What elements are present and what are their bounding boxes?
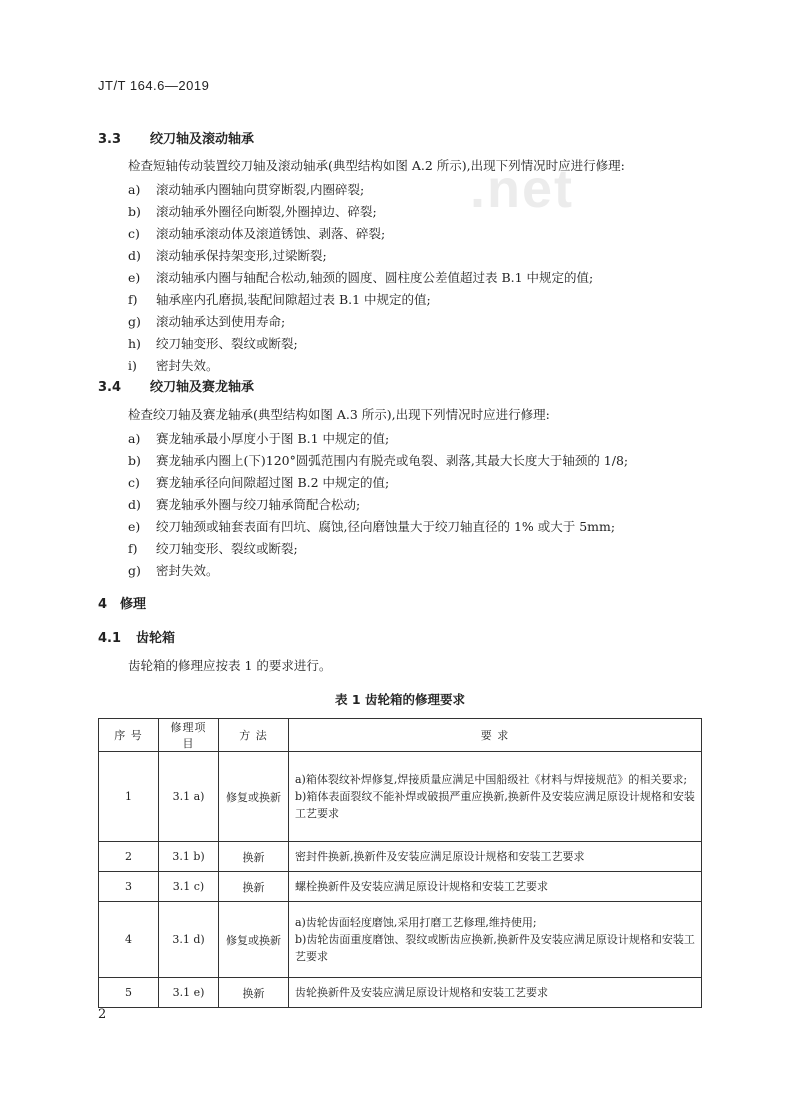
list-marker: i) [128,358,137,373]
list-text: 滚动轴承达到使用寿命; [156,314,286,329]
section-number: 3.3 [98,132,122,147]
cell-seq: 2 [99,842,159,872]
list-marker: b) [128,204,141,219]
cell-method: 换新 [219,842,289,872]
standard-header: JT/T 164.6—2019 [98,78,210,93]
list-text: 滚动轴承内圈与轴配合松动,轴颈的圆度、圆柱度公差值超过表 B.1 中规定的值; [156,270,594,285]
cell-item: 3.1 a) [159,752,219,842]
list-text: 赛龙轴承径向间隙超过图 B.2 中规定的值; [156,475,390,490]
list-text: 轴承座内孔磨损,装配间隙超过表 B.1 中规定的值; [156,292,431,307]
requirement-line: 密封件换新,换新件及安装应满足原设计规格和安装工艺要求 [295,850,585,863]
section-3-4-intro: 检查绞刀轴及赛龙轴承(典型结构如图 A.3 所示),出现下列情况时应进行修理: [128,407,550,422]
page-number: 2 [98,1007,107,1022]
cell-item: 3.1 b) [159,842,219,872]
list-marker: g) [128,314,141,329]
list-item [128,451,628,469]
requirement-line: 齿轮换新件及安装应满足原设计规格和安装工艺要求 [295,986,548,999]
cell-item: 3.1 c) [159,872,219,902]
list-marker: g) [128,563,141,578]
cell-requirement [289,752,702,842]
list-marker: d) [128,497,141,512]
requirement-line: b)齿轮齿面重度磨蚀、裂纹或断齿应换新,换新件及安装应满足原设计规格和安装工艺要求 [295,933,695,963]
list-text: 绞刀轴变形、裂纹或断裂; [156,541,298,556]
cell-item: 3.1 d) [159,902,219,978]
cell-requirement [289,872,702,902]
table-row [99,752,702,842]
table-row [99,872,702,902]
repair-requirements-table [98,718,702,1008]
table-row [99,978,702,1008]
list-text: 赛龙轴承最小厚度小于图 B.1 中规定的值; [156,431,390,446]
list-text: 绞刀轴变形、裂纹或断裂; [156,336,298,351]
list-marker: b) [128,453,141,468]
list-text: 滚动轴承保持架变形,过梁断裂; [156,248,327,263]
cell-method: 修复或换新 [219,752,289,842]
section-4-heading [98,593,146,612]
cell-seq: 4 [99,902,159,978]
section-3-3-heading [98,128,254,147]
requirement-line: a)箱体裂纹补焊修复,焊接质量应满足中国船级社《材料与焊接规范》的相关要求; [295,773,688,786]
table-header-row [99,719,702,752]
cell-method: 修复或换新 [219,902,289,978]
list-text: 密封失效。 [156,358,219,373]
list-item [128,473,389,491]
section-number: 3.4 [98,380,122,395]
section-title: 修理 [120,597,147,612]
list-marker: h) [128,336,141,351]
section-4-1-heading [98,627,175,646]
section-3-3-intro: 检查短轴传动装置绞刀轴及滚动轴承(典型结构如图 A.2 所示),出现下列情况时应进行修理: [128,158,625,173]
section-number: 4 [98,597,108,612]
section-number: 4.1 [98,631,122,646]
list-item [128,539,298,557]
list-marker: a) [128,431,141,446]
list-text: 绞刀轴颈或轴套表面有凹坑、腐蚀,径向磨蚀量大于绞刀轴直径的 1% 或大于 5mm; [156,519,616,534]
cell-seq: 1 [99,752,159,842]
list-marker: c) [128,226,140,241]
list-item [128,334,298,352]
requirement-line: 螺栓换新件及安装应满足原设计规格和安装工艺要求 [295,880,548,893]
list-marker: d) [128,248,141,263]
list-item [128,202,377,220]
table-caption: 表 1 齿轮箱的修理要求 [335,692,465,707]
list-marker: e) [128,519,141,534]
list-item [128,561,219,579]
list-item [128,517,615,535]
list-marker: f) [128,541,138,556]
header-seq: 序 号 [99,719,159,752]
list-item [128,495,360,513]
list-marker: c) [128,475,140,490]
section-3-4-heading [98,376,254,395]
header-method: 方 法 [219,719,289,752]
list-text: 滚动轴承内圈轴向贯穿断裂,内圈碎裂; [156,182,365,197]
table-row [99,902,702,978]
list-marker: f) [128,292,138,307]
cell-method: 换新 [219,978,289,1008]
section-title: 齿轮箱 [136,631,176,646]
cell-seq: 5 [99,978,159,1008]
table-row [99,842,702,872]
cell-requirement [289,978,702,1008]
requirement-line: a)齿轮齿面轻度磨蚀,采用打磨工艺修理,维持使用; [295,916,537,929]
watermark: .net [470,159,575,219]
list-text: 赛龙轴承外圈与绞刀轴承筒配合松动; [156,497,361,512]
list-item [128,180,364,198]
list-item [128,246,327,264]
section-title: 绞刀轴及滚动轴承 [150,132,255,147]
section-4-1-intro: 齿轮箱的修理应按表 1 的要求进行。 [128,658,332,673]
list-text: 赛龙轴承内圈上(下)120°圆弧范围内有脱壳或龟裂、剥落,其最大长度大于轴颈的 1/8; [156,453,629,468]
cell-requirement [289,842,702,872]
cell-seq: 3 [99,872,159,902]
header-item: 修理项目 [159,719,219,752]
cell-item: 3.1 e) [159,978,219,1008]
list-text: 密封失效。 [156,563,219,578]
section-title: 绞刀轴及赛龙轴承 [150,380,255,395]
requirement-line: b)箱体表面裂纹不能补焊或破损严重应换新,换新件及安装应满足原设计规格和安装工艺要求 [295,790,695,820]
list-item [128,429,389,447]
list-text: 滚动轴承滚动体及滚道锈蚀、剥落、碎裂; [156,226,386,241]
list-item [128,356,219,374]
list-item [128,290,431,308]
cell-method: 换新 [219,872,289,902]
list-item [128,312,285,330]
cell-requirement [289,902,702,978]
list-marker: e) [128,270,141,285]
list-text: 滚动轴承外圈径向断裂,外圈掉边、碎裂; [156,204,377,219]
list-item [128,268,593,286]
list-marker: a) [128,182,141,197]
header-requirement: 要 求 [289,719,702,752]
list-item [128,224,385,242]
